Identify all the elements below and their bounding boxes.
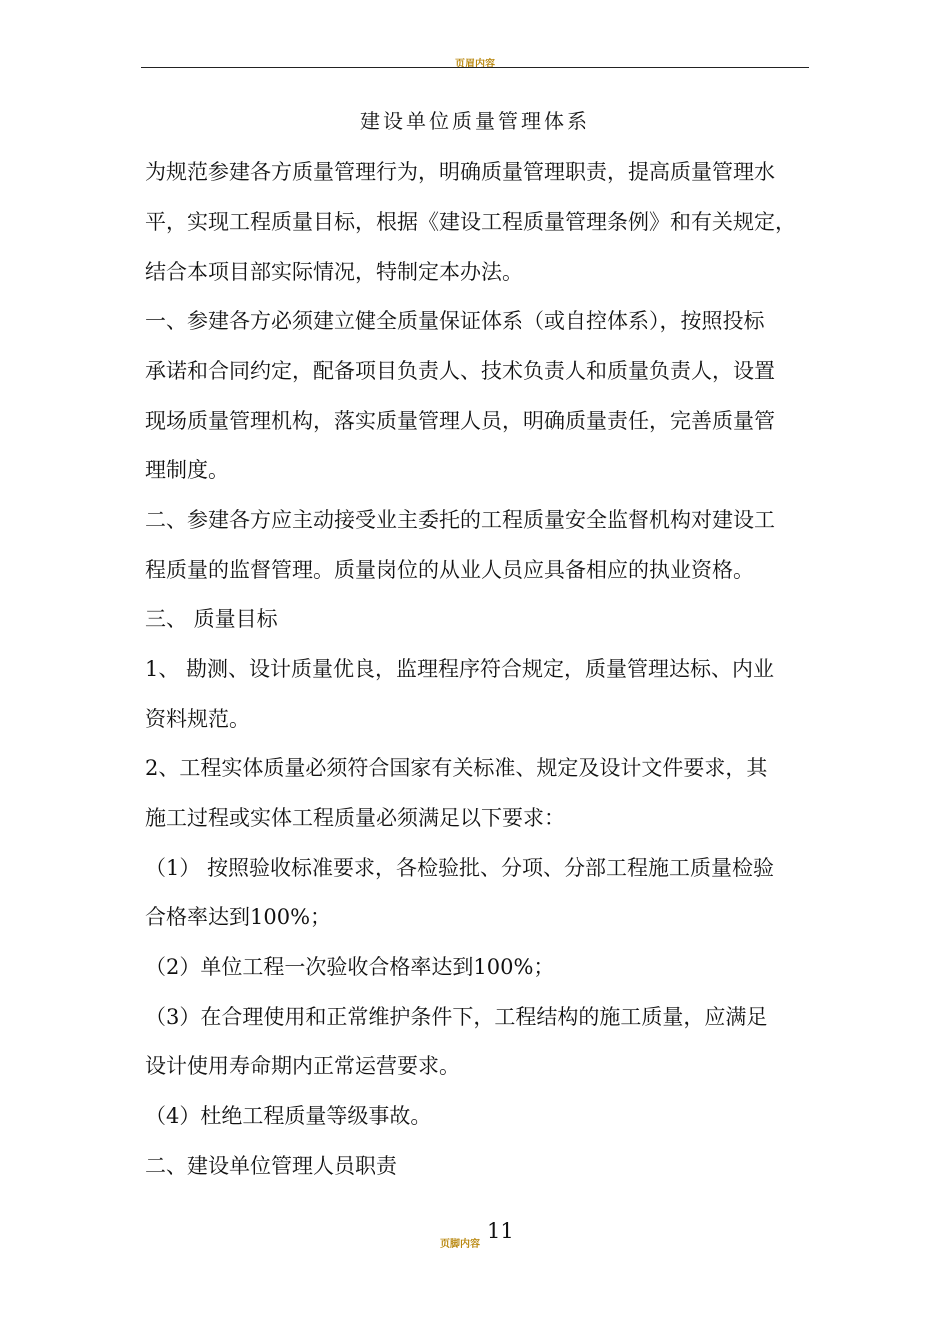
body-line-1: 为规范参建各方质量管理行为，明确质量管理职责，提高质量管理水	[145, 160, 775, 184]
body-line-4: 一、参建各方必须建立健全质量保证体系（或自控体系），按照投标	[145, 309, 765, 333]
body-line-12: 资料规范。	[145, 707, 250, 731]
body-line-8: 二、参建各方应主动接受业主委托的工程质量安全监督机构对建设工	[145, 508, 775, 532]
document-title: 建设单位质量管理体系	[360, 109, 590, 133]
body-line-17: （2）单位工程一次验收合格率达到100%；	[145, 955, 555, 979]
body-line-13: 2、工程实体质量必须符合国家有关标准、规定及设计文件要求，其	[145, 756, 768, 780]
body-line-15: （1） 按照验收标准要求，各检验批、分项、分部工程施工质量检验	[145, 856, 775, 880]
body-line-16: 合格率达到100%；	[145, 905, 332, 929]
body-line-14: 施工过程或实体工程质量必须满足以下要求：	[145, 806, 565, 830]
body-line-18: （3）在合理使用和正常维护条件下，工程结构的施工质量，应满足	[145, 1005, 768, 1029]
page-number: 11	[487, 1219, 514, 1243]
body-line-5: 承诺和合同约定，配备项目负责人、技术负责人和质量负责人，设置	[145, 359, 775, 383]
body-line-3: 结合本项目部实际情况，特制定本办法。	[145, 260, 523, 284]
body-line-11: 1、 勘测、设计质量优良，监理程序符合规定，质量管理达标、内业	[145, 657, 775, 681]
body-line-10: 三、 质量目标	[145, 607, 278, 631]
body-line-21: 二、建设单位管理人员职责	[145, 1154, 397, 1178]
body-line-19: 设计使用寿命期内正常运营要求。	[145, 1054, 460, 1078]
body-line-7: 理制度。	[145, 458, 229, 482]
body-line-2: 平，实现工程质量目标，根据《建设工程质量管理条例》和有关规定，	[145, 210, 796, 234]
body-line-6: 现场质量管理机构，落实质量管理人员，明确质量责任，完善质量管	[145, 409, 775, 433]
body-line-9: 程质量的监督管理。质量岗位的从业人员应具备相应的执业资格。	[145, 558, 754, 582]
page-footer-text: 页脚内容	[440, 1239, 480, 1250]
body-line-20: （4）杜绝工程质量等级事故。	[145, 1104, 432, 1128]
page-header-text: 页眉内容	[455, 59, 495, 70]
header-divider	[141, 67, 809, 68]
